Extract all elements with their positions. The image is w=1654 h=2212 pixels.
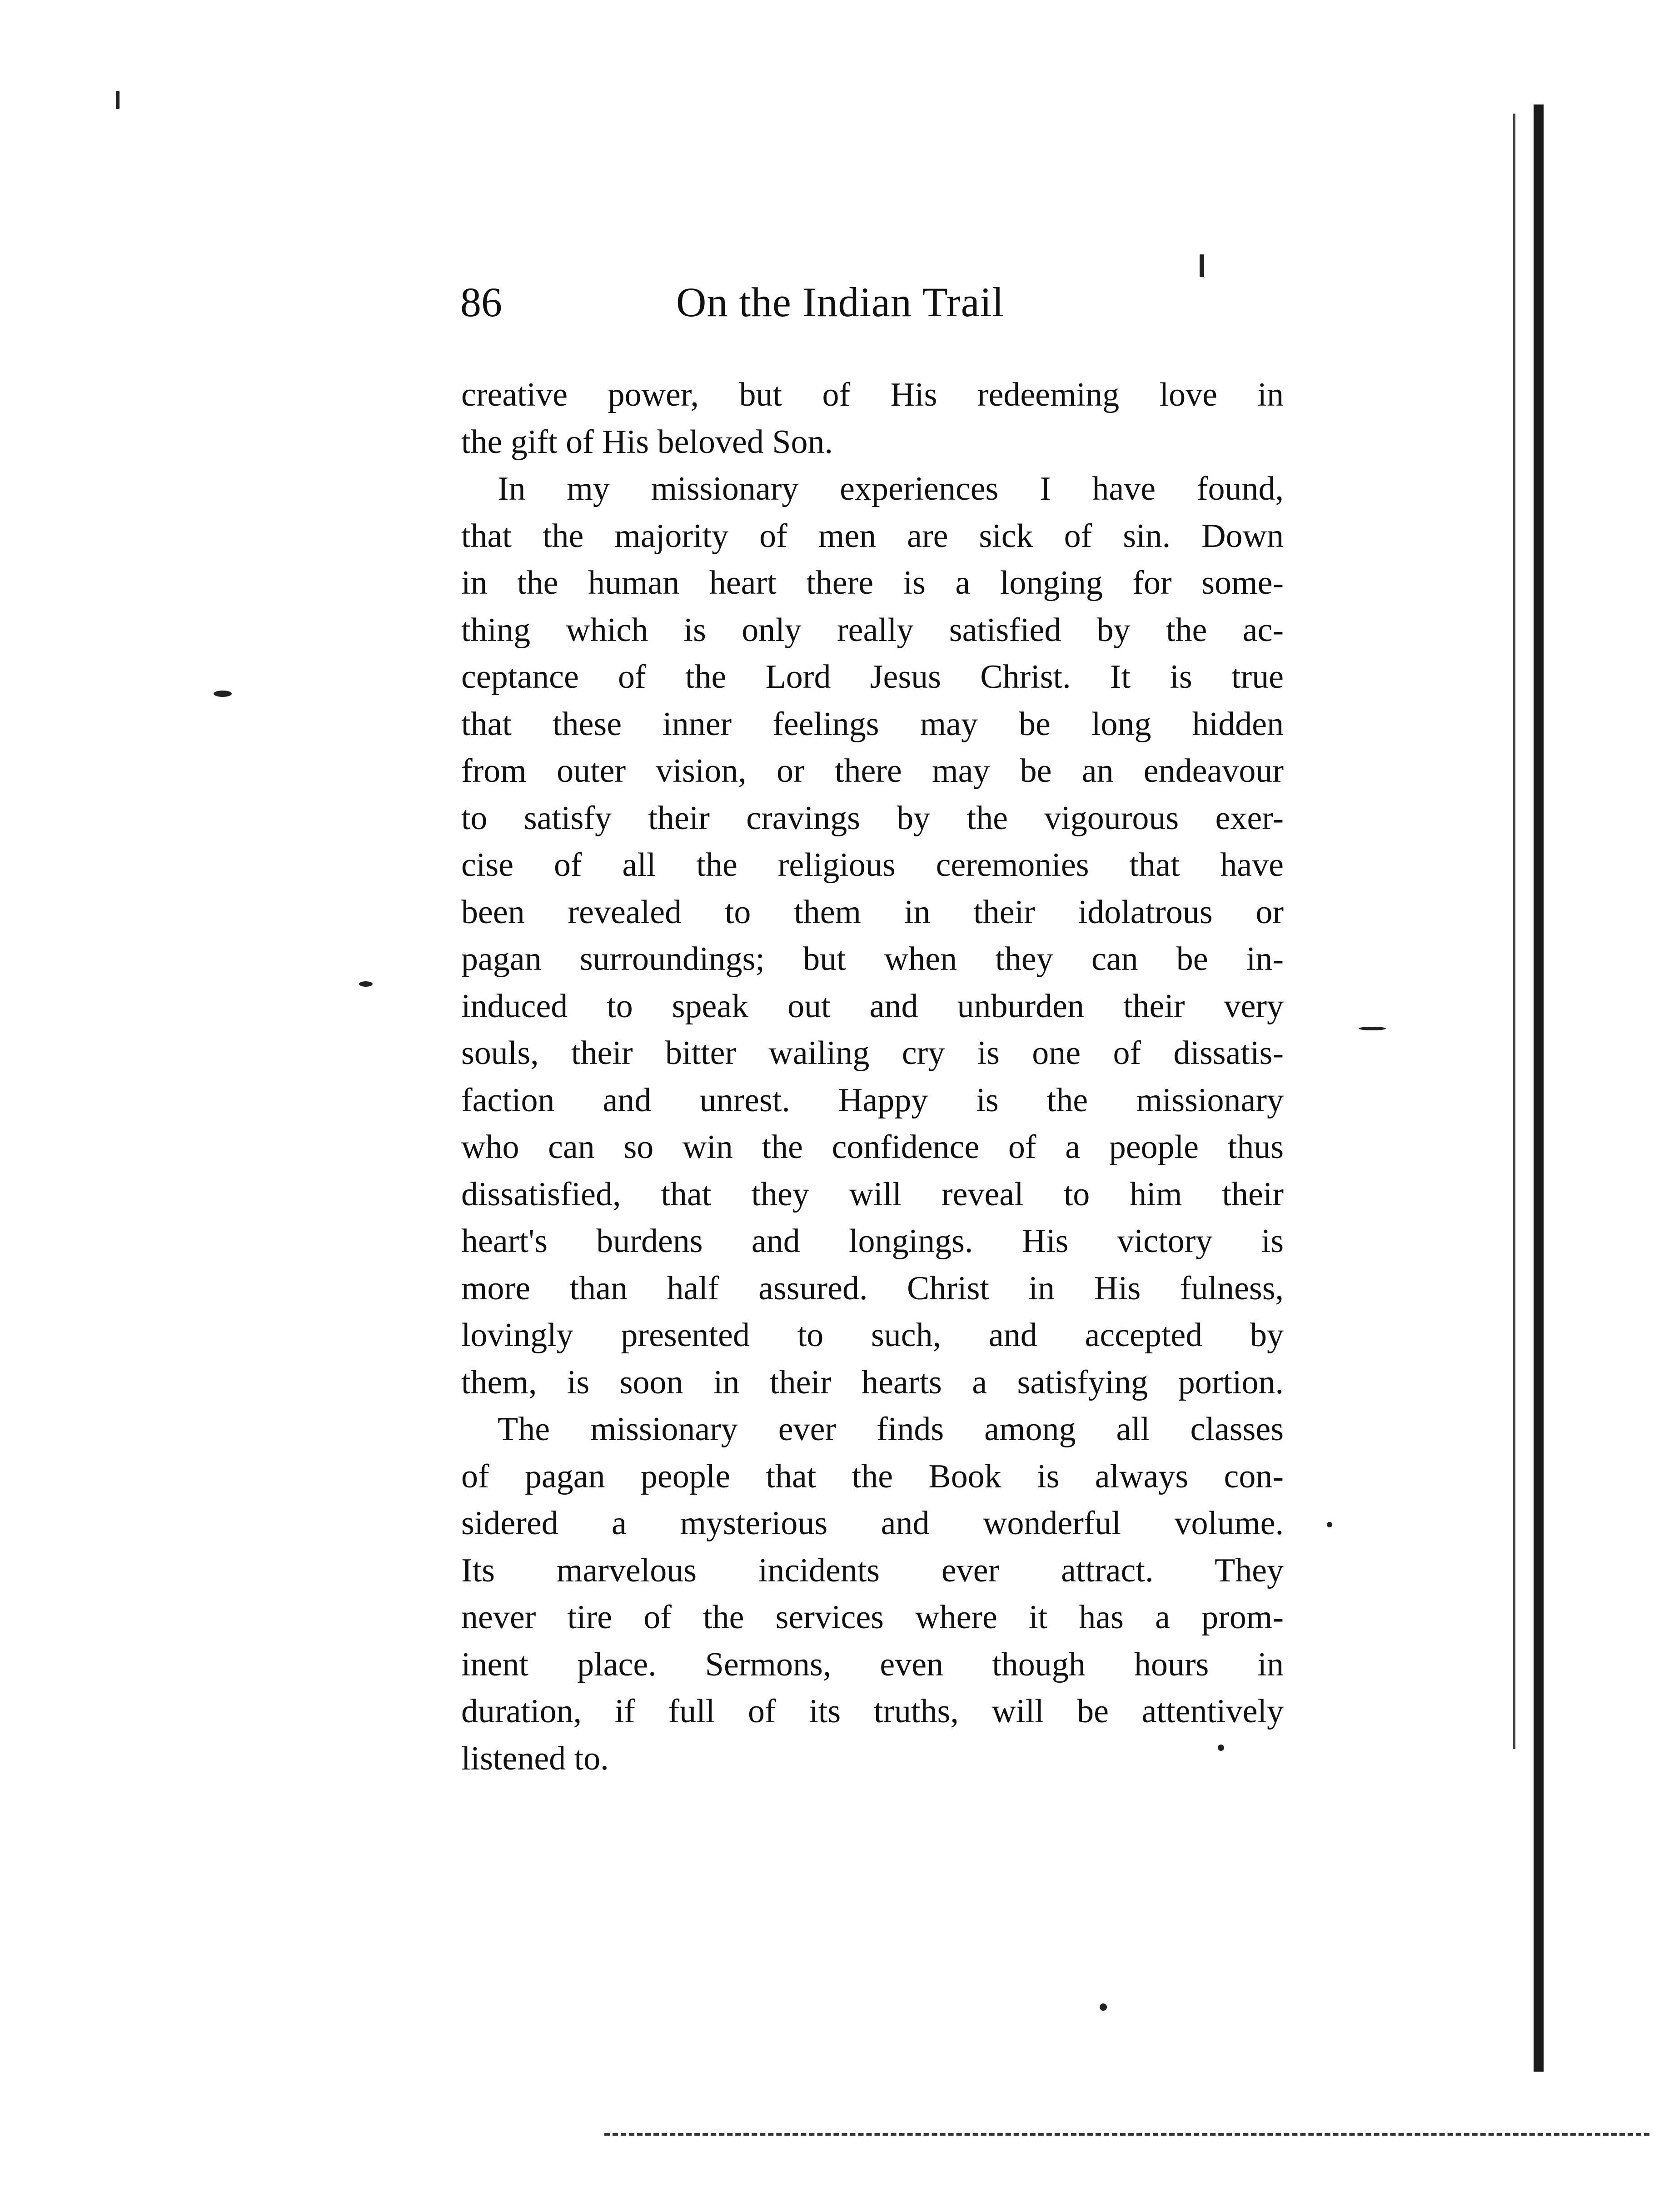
text-line: that these inner feelings may be long hidden bbox=[461, 705, 1284, 743]
text-line: pagan surroundings; but when they can be in- bbox=[461, 940, 1284, 978]
body-text bbox=[461, 372, 1284, 1782]
text-line: who can so win the confidence of a people thus bbox=[461, 1128, 1284, 1166]
scan-bottom-edge bbox=[604, 2133, 1649, 2138]
text-line: inent place. Sermons, even though hours in bbox=[461, 1645, 1284, 1683]
text-line: listened to. bbox=[461, 1740, 609, 1777]
text-line: Its marvelous incidents ever attract. They bbox=[461, 1551, 1284, 1589]
scan-binding-edge bbox=[1534, 104, 1544, 2072]
text-line: creative power, but of His redeeming love in bbox=[461, 376, 1284, 413]
scan-speck bbox=[1359, 1027, 1386, 1030]
text-line: In my missionary experiences I have found, bbox=[498, 470, 1284, 507]
text-line: faction and unrest. Happy is the missionary bbox=[461, 1081, 1284, 1119]
text-line: heart's burdens and longings. His victory is bbox=[461, 1223, 1284, 1260]
text-line: dissatisfied, that they will reveal to him their bbox=[461, 1175, 1284, 1213]
text-line: induced to speak out and unburden their very bbox=[461, 987, 1284, 1025]
text-line: been revealed to them in their idolatrous or bbox=[461, 893, 1284, 931]
text-line: in the human heart there is a longing for some- bbox=[461, 564, 1284, 601]
text-line: cise of all the religious ceremonies that have bbox=[461, 846, 1284, 884]
page-header bbox=[460, 273, 1305, 332]
text-line: souls, their bitter wailing cry is one of dissatis- bbox=[461, 1034, 1284, 1072]
page-number: 86 bbox=[460, 279, 502, 325]
scan-speck bbox=[1100, 2003, 1107, 2011]
text-line: thing which is only really satisfied by the ac- bbox=[461, 611, 1284, 649]
text-line: to satisfy their cravings by the vigourous exer- bbox=[461, 799, 1284, 837]
scan-speck bbox=[214, 691, 232, 697]
text-line: of pagan people that the Book is always con- bbox=[461, 1457, 1284, 1495]
text-line: the gift of His beloved Son. bbox=[461, 423, 833, 461]
text-line: sidered a mysterious and wonderful volume. bbox=[461, 1505, 1284, 1542]
text-line: that the majority of men are sick of sin. Down bbox=[461, 517, 1284, 555]
text-line: duration, if full of its truths, will be attentively bbox=[461, 1693, 1284, 1730]
scan-speck bbox=[1327, 1522, 1332, 1527]
text-line: lovingly presented to such, and accepted by bbox=[461, 1317, 1284, 1354]
text-line: from outer vision, or there may be an endeavour bbox=[461, 752, 1284, 790]
text-line: The missionary ever finds among all classes bbox=[498, 1411, 1284, 1448]
scan-speck bbox=[116, 91, 120, 109]
scan-speck bbox=[359, 981, 373, 987]
text-line: them, is soon in their hearts a satisfying portion. bbox=[461, 1363, 1284, 1401]
text-line: never tire of the services where it has a prom- bbox=[461, 1599, 1284, 1636]
running-head: On the Indian Trail bbox=[676, 279, 1004, 325]
text-line: more than half assured. Christ in His fulness, bbox=[461, 1269, 1284, 1307]
scan-binding-shadow bbox=[1513, 114, 1515, 1749]
text-line: ceptance of the Lord Jesus Christ. It is true bbox=[461, 658, 1284, 696]
